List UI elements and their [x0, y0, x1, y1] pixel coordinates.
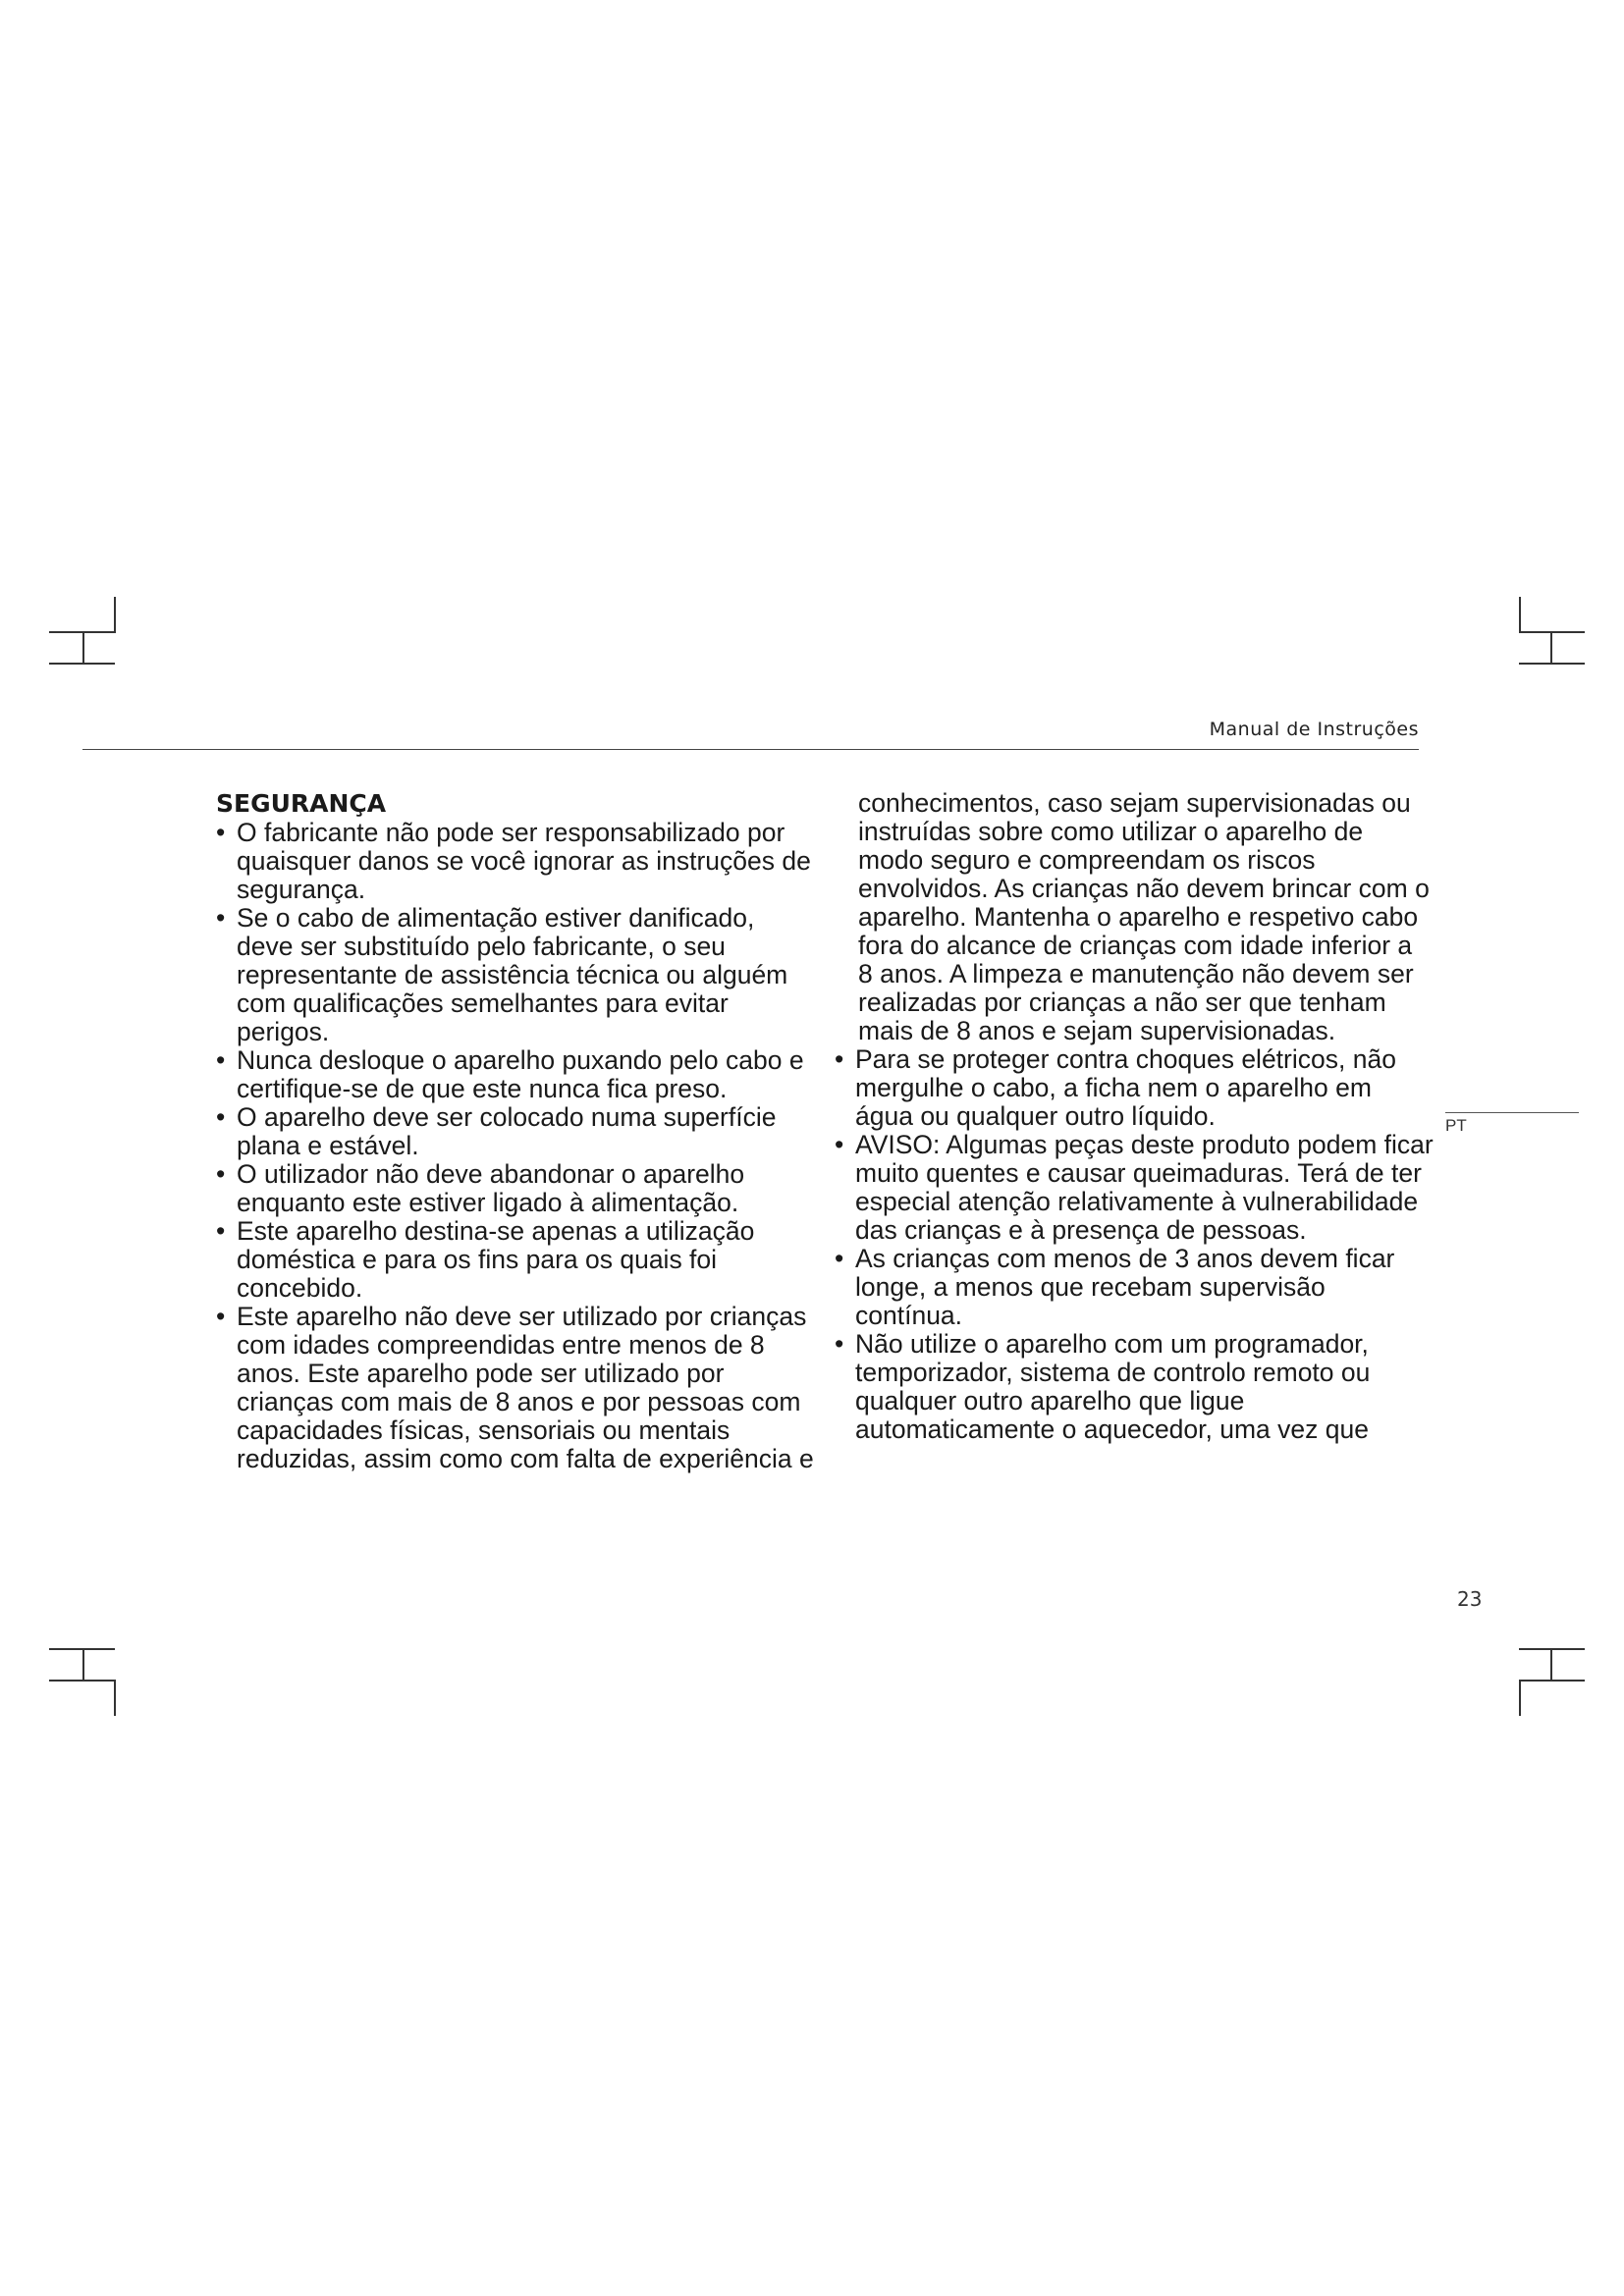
- list-item: • Este aparelho não deve ser utilizado por crianças com idades compreendidas entre menos de 8 anos. Este aparelho pode ser utilizado por crianças com mais de 8 anos e por pessoas com capacidades físicas, sensoriais ou mentais reduzidas, assim como com falta de experiência e: [216, 1303, 815, 1473]
- list-item: • Para se proteger contra choques elétricos, não mergulhe o cabo, a ficha nem o aparelho em água ou qualquer outro líquido.: [835, 1045, 1434, 1131]
- language-tab-rule: [1445, 1112, 1579, 1113]
- list-item: • Nunca desloque o aparelho puxando pelo cabo e certifique-se de que este nunca fica preso.: [216, 1046, 815, 1103]
- header-divider: [82, 749, 1419, 750]
- section-title: SEGURANÇA: [216, 789, 387, 818]
- list-item: • As crianças com menos de 3 anos devem ficar longe, a menos que recebam supervisão contínua.: [835, 1245, 1434, 1330]
- list-item: • O aparelho deve ser colocado numa superfície plana e estável.: [216, 1103, 815, 1160]
- language-tab-label: PT: [1445, 1116, 1467, 1135]
- page-number: 23: [1457, 1587, 1483, 1611]
- left-column: [216, 789, 815, 1473]
- list-item: • Não utilize o aparelho com um programador, temporizador, sistema de controlo remoto ou qualquer outro aparelho que ligue automaticamente o aquecedor, uma vez que: [835, 1330, 1434, 1444]
- manual-header-title: Manual de Instruções: [1209, 719, 1419, 740]
- list-item: • Se o cabo de alimentação estiver danificado, deve ser substituído pelo fabricante, o seu representante de assistência técnica ou alguém com qualificações semelhantes para evitar perigos.: [216, 904, 815, 1046]
- list-item: • O fabricante não pode ser responsabilizado por quaisquer danos se você ignorar as instruções de segurança.: [216, 819, 815, 904]
- continued-paragraph: conhecimentos, caso sejam supervisionadas ou instruídas sobre como utilizar o aparelho de modo seguro e compreendam os riscos envolvidos. As crianças não devem brincar com o aparelho. Mantenha o aparelho e respetivo cabo fora do alcance de crianças com idade inferior a 8 anos. A limpeza e manutenção não devem ser realizadas por crianças a não ser que tenham mais de 8 anos e sejam supervisionadas.: [858, 788, 1430, 1045]
- safety-list-right: [835, 1045, 1434, 1444]
- list-item: • AVISO: Algumas peças deste produto podem ficar muito quentes e causar queimaduras. Terá de ter especial atenção relativamente à vulnerabilidade das crianças e à presença de pessoas.: [835, 1131, 1434, 1245]
- safety-list-left: [216, 819, 815, 1473]
- right-column: [835, 789, 1434, 1444]
- list-item: • Este aparelho destina-se apenas a utilização doméstica e para os fins para os quais foi concebido.: [216, 1217, 815, 1303]
- list-item: • O utilizador não deve abandonar o aparelho enquanto este estiver ligado à alimentação.: [216, 1160, 815, 1217]
